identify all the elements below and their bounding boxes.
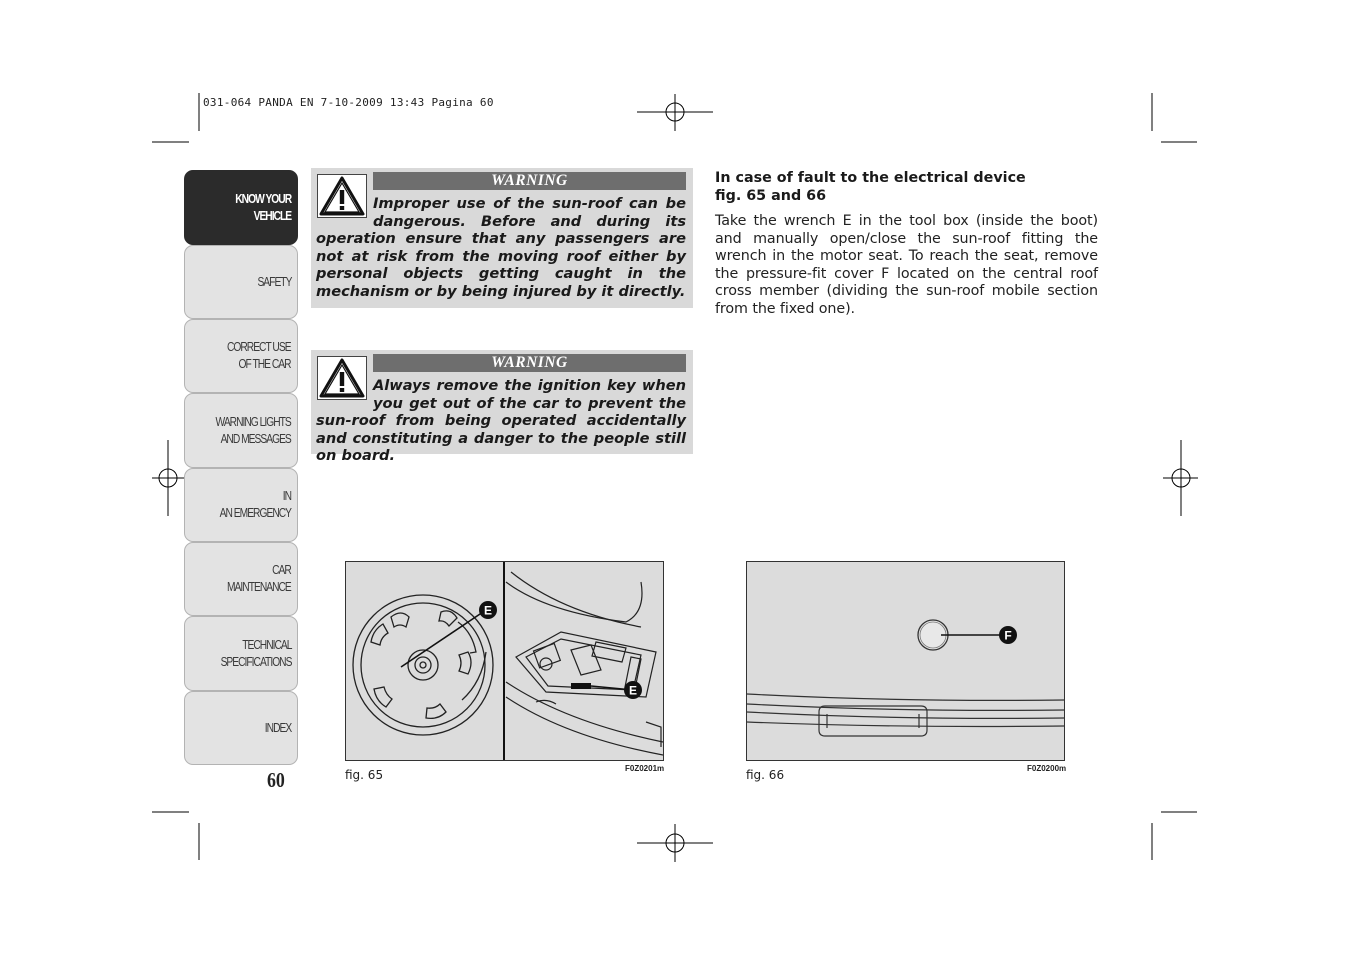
tab-label: KNOW YOUR VEHICLE (235, 191, 291, 223)
warning-title: WARNING (373, 354, 686, 372)
figure-code: F0Z0200m (1027, 764, 1067, 773)
callout-e-label: E (483, 603, 493, 618)
tab-label: WARNING LIGHTS AND MESSAGES (215, 414, 291, 446)
tab-safety[interactable] (184, 245, 298, 319)
figure-caption: fig. 65 (345, 768, 384, 782)
warning-text: Always remove the ignition key when you get out of the car to prevent the sun-roof from being operated accidentally and constituting a danger to the people still on board. (316, 377, 686, 465)
page-number: 60 (267, 768, 285, 792)
tab-label: IN AN EMERGENCY (219, 489, 291, 520)
tab-label: TECHNICAL SPECIFICATIONS (220, 637, 291, 669)
print-header: 031-064 PANDA EN 7-10-2009 13:43 Pagina 60 (203, 96, 494, 109)
warning-box (311, 350, 693, 465)
warning-title: WARNING (373, 172, 686, 190)
figure-66 (746, 561, 1065, 761)
tab-label: CAR MAINTENANCE (227, 563, 291, 594)
heading-figure-reference: fig. 65 and 66 (715, 187, 827, 204)
tab-correct-use[interactable] (184, 319, 298, 393)
tab-emergency[interactable] (184, 468, 298, 542)
callout-e-label: E (628, 683, 638, 698)
tab-car-maintenance[interactable] (184, 542, 298, 616)
section-body: Take the wrench E in the tool box (inside the boot) and manually open/close the sun-roof fitting the wrench in the motor seat. To reach the seat, remove the pressure-fit cover F located on the central roof cross member (dividing the sun-roof mobile section from the fixed one). (715, 213, 1098, 317)
roof-cross-member-illustration (747, 562, 1064, 760)
tab-label: CORRECT USE OF THE CAR (227, 340, 291, 371)
tab-technical-specifications[interactable] (184, 616, 298, 691)
tab-label: INDEX (264, 720, 291, 735)
heading-line: In case of fault to the electrical device (715, 170, 1026, 186)
spare-wheel-and-tool-box-illustration (346, 562, 663, 760)
figure-65 (345, 561, 664, 761)
warning-text: Improper use of the sun-roof can be dangerous. Before and during its operation ensure that any passengers are not at risk from the moving roof either by personal objects getting caught in the mechanism or by being injured by it directly. (316, 195, 686, 300)
warning-box (311, 168, 693, 308)
callout-f-label: F (1004, 628, 1012, 643)
section-heading (715, 170, 1100, 205)
tab-label: SAFETY (257, 274, 291, 289)
tab-know-your-vehicle[interactable] (184, 170, 298, 245)
tab-warning-lights[interactable] (184, 393, 298, 468)
figure-caption: fig. 66 (746, 768, 785, 782)
figure-code: F0Z0201m (625, 764, 665, 773)
tab-index[interactable] (184, 691, 298, 765)
